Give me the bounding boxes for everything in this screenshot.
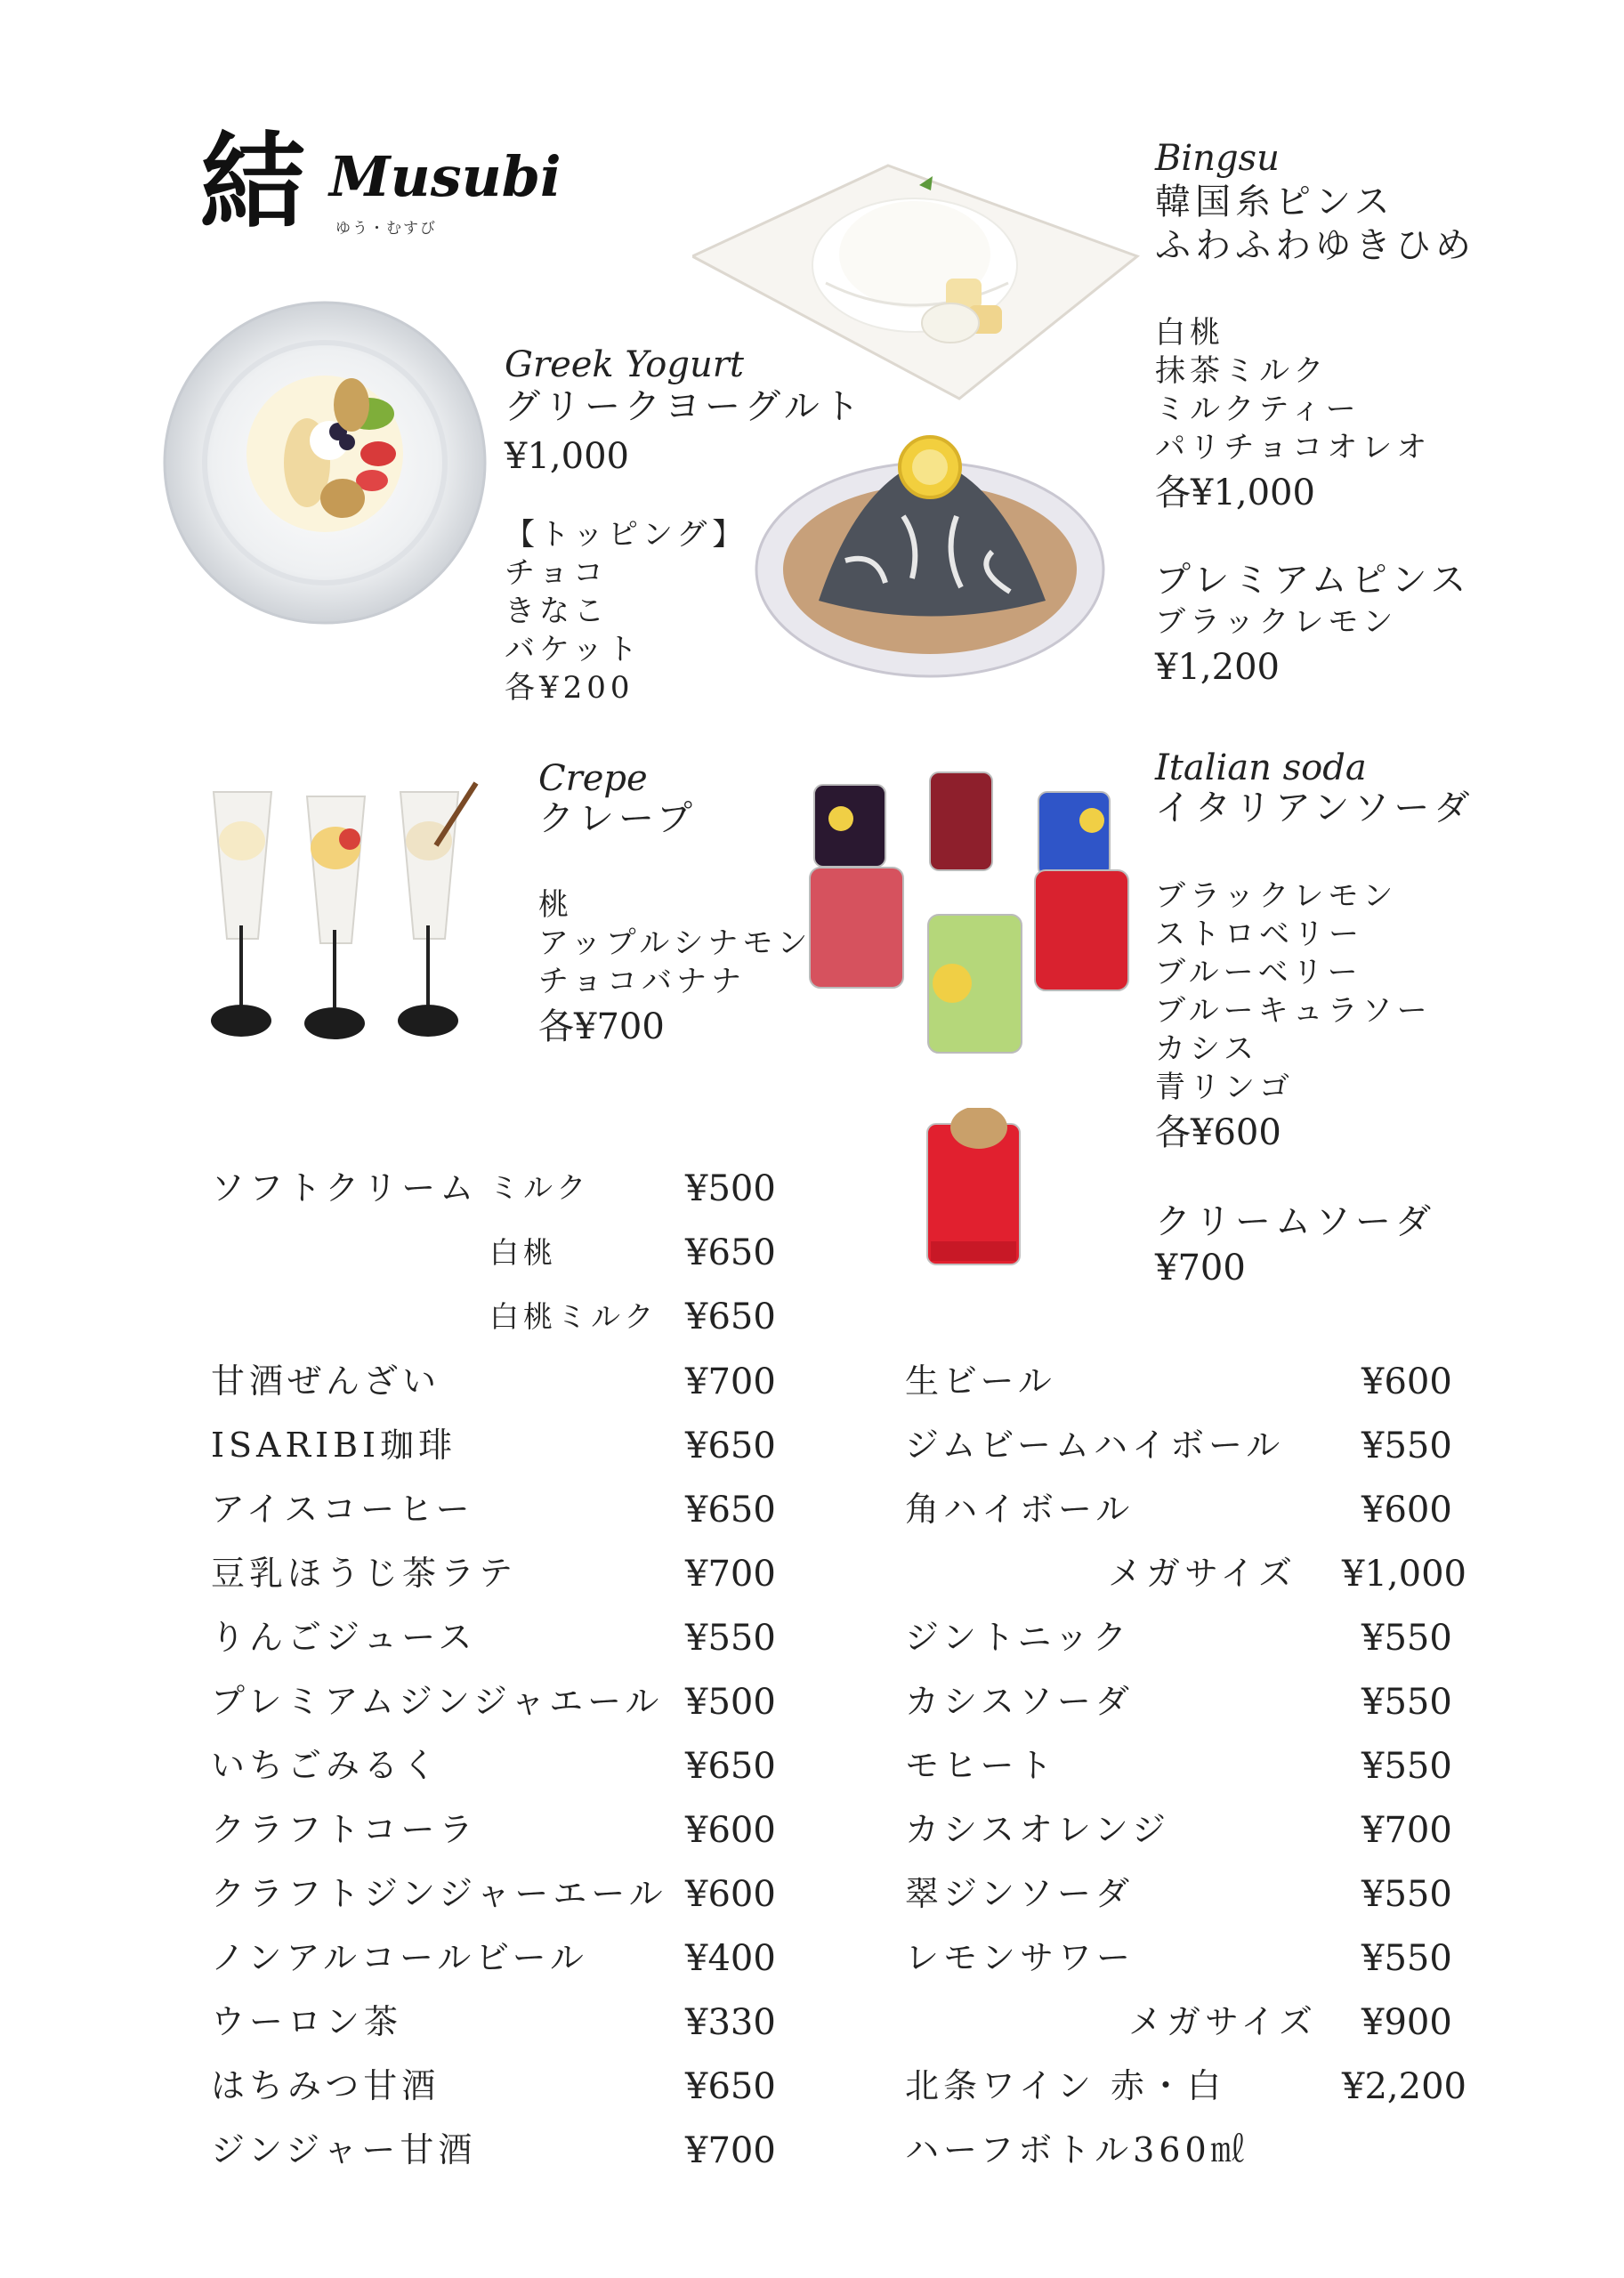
cream-soda-price: ¥700 xyxy=(1155,1248,1246,1288)
menu-item-name: モヒート xyxy=(905,1746,1057,1785)
menu-item-price: ¥550 xyxy=(1361,1682,1452,1723)
bingsu-flavor: パリチョコオレオ xyxy=(1155,430,1432,465)
topping-price: 各¥200 xyxy=(505,670,634,706)
italian-soda-title: イタリアンソーダ xyxy=(1155,788,1475,828)
menu-item-name: カシスオレンジ xyxy=(905,1810,1170,1849)
menu-item-price: ¥600 xyxy=(685,1874,776,1915)
italian-soda-price: 各¥600 xyxy=(1155,1112,1281,1153)
menu-item-price: ¥550 xyxy=(1361,1426,1452,1466)
menu-item-name: 翠ジンソーダ xyxy=(905,1874,1135,1913)
crepe-photo xyxy=(209,779,498,1046)
crepe-script-title: Crepe xyxy=(538,758,648,799)
greek-yogurt-script-title: Greek Yogurt xyxy=(505,344,744,385)
menu-item-name: ジンジャー甘酒 xyxy=(211,2130,477,2169)
menu-item-price: ¥400 xyxy=(685,1938,776,1979)
greek-yogurt-price: ¥1,000 xyxy=(505,436,629,477)
menu-item-name: ジムビームハイボール xyxy=(905,1426,1285,1465)
bingsu-price: 各¥1,000 xyxy=(1155,473,1315,513)
bingsu-title-line1: 韓国糸ピンス xyxy=(1155,182,1394,222)
italian-soda-flavor: 青リンゴ xyxy=(1155,1070,1294,1105)
premium-bingsu-price: ¥1,200 xyxy=(1155,647,1280,688)
logo-subtitle: ゆう・むすび xyxy=(335,220,437,238)
topping-item: バケット xyxy=(505,632,642,667)
menu-item-price: ¥600 xyxy=(685,1810,776,1851)
menu-item-price: ¥2,200 xyxy=(1342,2066,1466,2107)
bingsu-photo xyxy=(692,158,1142,400)
menu-item-price: ¥700 xyxy=(685,2130,776,2171)
soft-cream-option: 白桃ミルク xyxy=(489,1299,658,1334)
menu-item-price: ¥550 xyxy=(685,1618,776,1659)
italian-soda-flavor: カシス xyxy=(1155,1031,1258,1067)
italian-soda-flavor: ブルーベリー xyxy=(1155,955,1362,990)
menu-item-price: ¥1,000 xyxy=(1342,1554,1466,1595)
menu-item-name: クラフトコーラ xyxy=(211,1810,478,1849)
menu-item-name: いちごみるく xyxy=(211,1746,441,1785)
soft-cream-price: ¥650 xyxy=(685,1297,776,1337)
topping-item: きなこ xyxy=(505,594,609,629)
italian-soda-flavor: ブルーキュラソー xyxy=(1155,993,1432,1029)
black-bingsu-photo xyxy=(752,418,1108,685)
italian-soda-flavor: ブラックレモン xyxy=(1155,878,1398,914)
menu-item-name: 角ハイボール xyxy=(905,1490,1135,1529)
menu-item-price: ¥600 xyxy=(1361,1361,1452,1402)
menu-item-name: 甘酒ぜんざい xyxy=(211,1361,441,1401)
menu-item-price: ¥650 xyxy=(685,1490,776,1531)
menu-item-price: ¥550 xyxy=(1361,1874,1452,1915)
menu-item-name: メガサイズ xyxy=(1128,2002,1317,2041)
cream-soda-photo xyxy=(924,1108,1023,1268)
menu-item-name: カシスソーダ xyxy=(905,1682,1134,1721)
premium-bingsu-title: プレミアムピンス xyxy=(1155,560,1471,601)
greek-yogurt-title: グリークヨーグルト xyxy=(505,386,864,427)
cream-soda-title: クリームソーダ xyxy=(1155,1201,1435,1242)
premium-bingsu-flavor: ブラックレモン xyxy=(1155,604,1398,640)
menu-item-price: ¥650 xyxy=(685,2066,776,2107)
menu-item-price: ¥650 xyxy=(685,1426,776,1466)
bingsu-title-line2: ふわふわゆきひめ xyxy=(1155,225,1475,266)
soft-cream-price: ¥500 xyxy=(685,1168,776,1209)
bingsu-flavor: 白桃 xyxy=(1155,315,1224,351)
menu-item-name: 豆乳ほうじ茶ラテ xyxy=(211,1554,518,1593)
menu-item-name: ハーフボトル360㎖ xyxy=(905,2130,1249,2169)
menu-item-price: ¥600 xyxy=(1361,1490,1452,1531)
menu-item-price: ¥900 xyxy=(1361,2002,1452,2043)
menu-item-name: メガサイズ xyxy=(1108,1554,1297,1593)
bingsu-script-title: Bingsu xyxy=(1155,138,1280,179)
menu-item-price: ¥500 xyxy=(685,1682,776,1723)
menu-item-name: ノンアルコールビール xyxy=(211,1938,588,1977)
crepe-flavor: チョコバナナ xyxy=(538,964,746,999)
menu-item-name: はちみつ甘酒 xyxy=(211,2066,440,2105)
italian-soda-photo xyxy=(805,765,1148,1077)
logo xyxy=(200,120,562,249)
menu-item-price: ¥700 xyxy=(685,1361,776,1402)
menu-item-price: ¥700 xyxy=(685,1554,776,1595)
menu-item-price: ¥650 xyxy=(685,1746,776,1787)
logo-kanji: 結 xyxy=(200,120,303,244)
menu-item-price: ¥330 xyxy=(685,2002,776,2043)
greek-yogurt-photo xyxy=(160,298,489,627)
menu-item-name: 生ビール xyxy=(905,1361,1056,1401)
crepe-flavor: 桃 xyxy=(538,887,573,923)
italian-soda-flavor: ストロベリー xyxy=(1155,917,1363,952)
crepe-title: クレープ xyxy=(538,798,697,839)
soft-cream-option: 白桃 xyxy=(489,1235,557,1270)
menu-item-name: 北条ワイン 赤・白 xyxy=(905,2066,1225,2105)
bingsu-flavor: ミルクティー xyxy=(1155,392,1361,427)
menu-item-name: アイスコーヒー xyxy=(211,1490,474,1529)
crepe-flavor: アップルシナモン xyxy=(538,925,812,961)
logo-latin: Musubi xyxy=(329,144,562,209)
menu-item-name: ジントニック xyxy=(905,1618,1132,1657)
bingsu-flavor: 抹茶ミルク xyxy=(1155,353,1329,389)
italian-soda-script-title: Italian soda xyxy=(1155,747,1367,788)
menu-item-name: レモンサワー xyxy=(905,1938,1135,1977)
menu-item-price: ¥700 xyxy=(1361,1810,1452,1851)
menu-item-price: ¥550 xyxy=(1361,1746,1452,1787)
topping-item: チョコ xyxy=(505,555,608,591)
topping-header: 【トッピング】 xyxy=(505,517,747,553)
menu-item-price: ¥550 xyxy=(1361,1938,1452,1979)
menu-item-name: ISARIBI珈琲 xyxy=(211,1426,457,1465)
crepe-price: 各¥700 xyxy=(538,1006,665,1047)
menu-item-name: ウーロン茶 xyxy=(211,2002,403,2041)
menu-item-price: ¥550 xyxy=(1361,1618,1452,1659)
menu-item-name: りんごジュース xyxy=(211,1618,477,1657)
menu-item-name: プレミアムジンジャエール xyxy=(211,1682,664,1721)
soft-cream-label: ソフトクリーム xyxy=(211,1168,479,1208)
menu-item-name: クラフトジンジャーエール xyxy=(211,1874,667,1913)
soft-cream-option: ミルク xyxy=(489,1170,591,1205)
soft-cream-price: ¥650 xyxy=(685,1232,776,1273)
